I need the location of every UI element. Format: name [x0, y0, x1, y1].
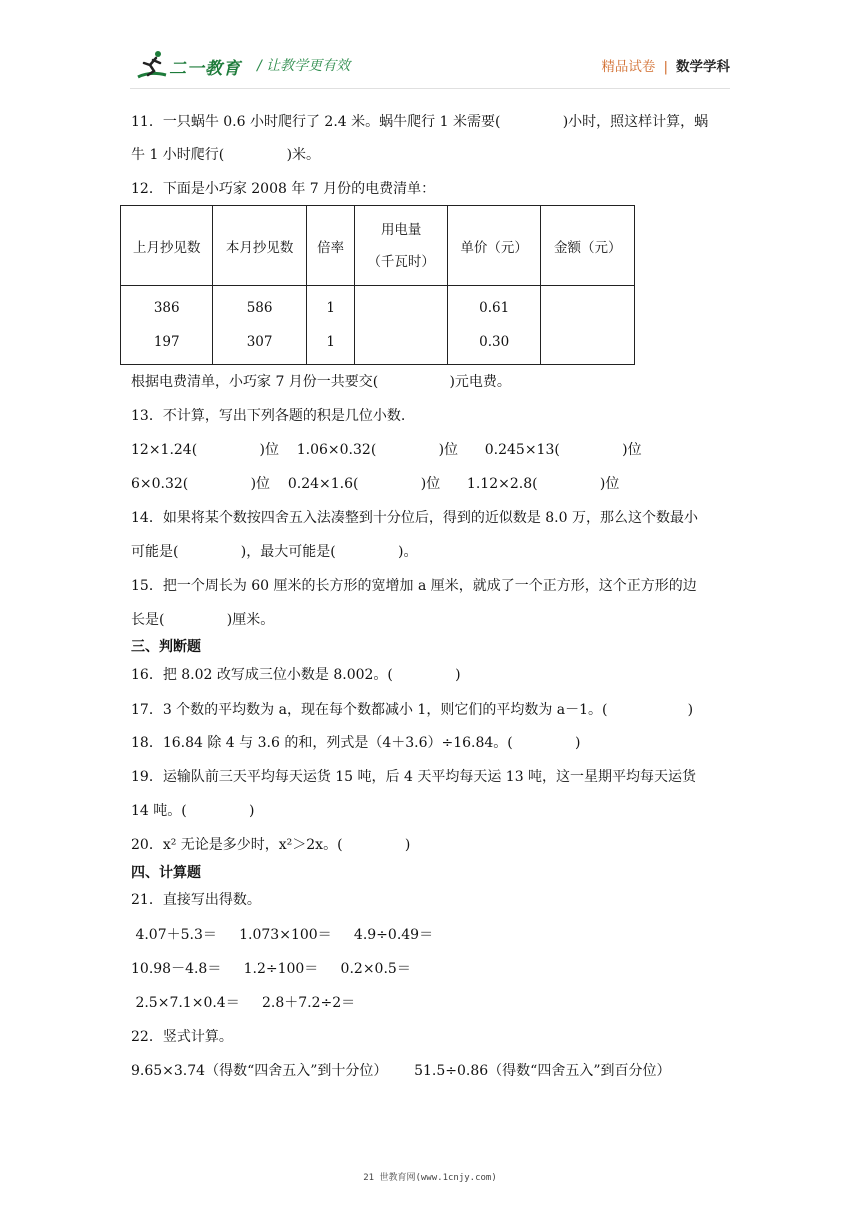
- question-19-line1: 19．运输队前三天平均每天运货 15 吨，后 4 天平均每天运 13 吨，这一星期平均每天运货: [131, 769, 697, 785]
- question-12: 12．下面是小巧家 2008 年 7 月份的电费清单：: [131, 181, 436, 197]
- question-21-row1: 4.07＋5.3＝ 1.073×100＝ 4.9÷0.49＝: [131, 927, 434, 943]
- table-cell: [355, 286, 447, 365]
- header-cell: 单价（元）: [447, 206, 541, 286]
- logo-text: 二一教育: [169, 59, 241, 79]
- header-subject: 数学学科: [676, 59, 730, 75]
- table-row: [121, 286, 635, 365]
- question-22: 22．竖式计算。: [131, 1029, 233, 1045]
- question-14-line1: 14．如果将某个数按四舍五入法凑整到十分位后，得到的近似数是 8.0 万，那么这个数最小: [131, 510, 698, 526]
- header-cell: 倍率: [306, 206, 355, 286]
- header-tag: 精品试卷: [601, 59, 656, 75]
- electricity-bill-table: [120, 205, 635, 365]
- question-18: 18．16.84 除 4 与 3.6 的和，列式是（4＋3.6）÷16.84。( ): [131, 735, 581, 751]
- header-cell: 金额（元）: [541, 206, 635, 286]
- question-19-line2: 14 吨。( ): [131, 803, 255, 819]
- table-cell: 586 307: [213, 286, 306, 365]
- question-13: 13．不计算，写出下列各题的积是几位小数.: [131, 408, 406, 424]
- question-11-line2: 牛 1 小时爬行( )米。: [131, 147, 321, 163]
- header-cell: [355, 206, 447, 286]
- header-usage: 用电量: [380, 221, 422, 238]
- question-11-line1: 11．一只蜗牛 0.6 小时爬行了 2.4 米。蜗牛爬行 1 米需要( )小时，照这样计算，蜗: [131, 114, 709, 130]
- table-header-row: [121, 206, 635, 286]
- runner-logo-icon: [136, 49, 170, 79]
- table-cell: 0.61 0.30: [447, 286, 541, 365]
- table-cell: 386 197: [121, 286, 213, 365]
- question-15-line2: 长是( )厘米。: [131, 612, 275, 628]
- header-separator: |: [663, 59, 668, 75]
- question-13-row2: 6×0.32( )位 0.24×1.6( )位 1.12×2.8( )位: [131, 476, 620, 492]
- question-16: 16．把 8.02 改写成三位小数是 8.002。( ): [131, 667, 461, 683]
- question-12-answer: 根据电费清单，小巧家 7 月份一共要交( )元电费。: [131, 374, 511, 390]
- question-15-line1: 15．把一个周长为 60 厘米的长方形的宽增加 a 厘米，就成了一个正方形，这个正方形的边: [131, 578, 697, 594]
- question-21-row2: 10.98－4.8＝ 1.2÷100＝ 0.2×0.5＝: [131, 961, 411, 977]
- page-header: [0, 0, 860, 95]
- question-17: 17．3 个数的平均数为 a，现在每个数都减小 1，则它们的平均数为 a－1。( ): [131, 702, 694, 718]
- question-13-row1: 12×1.24( )位 1.06×0.32( )位 0.245×13( )位: [131, 442, 642, 458]
- header-divider: [130, 88, 730, 89]
- table-cell: 1 1: [306, 286, 355, 365]
- header-cell: 本月抄见数: [213, 206, 306, 286]
- header-cell: 上月抄见数: [121, 206, 213, 286]
- header-right: [601, 55, 730, 75]
- logo: [136, 49, 246, 79]
- page-footer: 21 世教育网(www.1cnjy.com): [363, 1173, 497, 1183]
- question-14-line2: 可能是( )，最大可能是( )。: [131, 544, 418, 560]
- section-judgement-title: 三、判断题: [131, 639, 201, 655]
- question-22-items: 9.65×3.74（得数“四舍五入”到十分位） 51.5÷0.86（得数“四舍五入”到百分位）: [131, 1063, 671, 1079]
- table-cell: [541, 286, 635, 365]
- question-21-row3: 2.5×7.1×0.4＝ 2.8＋7.2÷2＝: [131, 995, 356, 1011]
- slogan: / 让教学更有效: [257, 58, 351, 74]
- question-21: 21．直接写出得数。: [131, 892, 261, 908]
- section-calculation-title: 四、计算题: [131, 865, 201, 881]
- header-usage-unit: （千瓦时）: [367, 253, 435, 270]
- question-20: 20．x² 无论是多少时，x²＞2x。( ): [131, 837, 411, 853]
